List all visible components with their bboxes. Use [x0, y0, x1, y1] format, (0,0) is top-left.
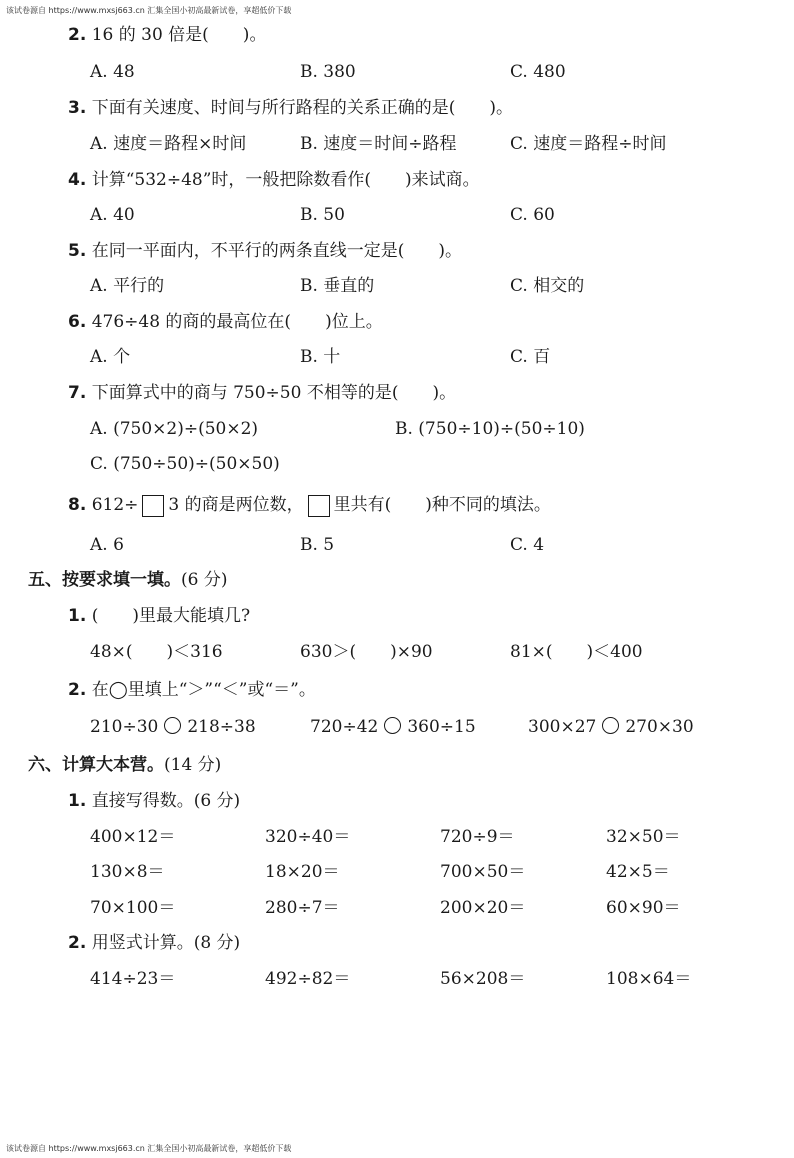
question-text: 计算“532÷48”时，一般把除数看作( )来试商。: [91, 170, 480, 190]
option-c: C. 速度＝路程÷时间: [510, 134, 667, 154]
fill-item[interactable]: 48×( )＜316: [90, 642, 223, 662]
option-b: B. 380: [300, 62, 356, 82]
compare-right: 270×30: [625, 717, 694, 737]
option-a: A. (750×2)÷(50×2): [90, 419, 259, 439]
option-b: B. 速度＝时间÷路程: [300, 134, 457, 154]
option-b: B. (750÷10)÷(50÷10): [395, 419, 585, 439]
question-text: 下面有关速度、时间与所行路程的关系正确的是( )。: [91, 98, 513, 118]
option-c: C. 4: [510, 535, 545, 555]
compare-right: 218÷38: [187, 717, 256, 737]
top-watermark: 该试卷源自 https://www.mxsj663.cn 汇集全国小初高最新试卷，享超低价下载: [6, 6, 292, 15]
option-c: C. 480: [510, 62, 566, 82]
section-score: (14 分): [164, 755, 222, 775]
option-b: B. 十: [300, 347, 341, 367]
option-c: C. 相交的: [510, 276, 585, 296]
question-5: [68, 240, 462, 262]
option-a: A. 平行的: [90, 276, 165, 296]
calc-item[interactable]: 130×8＝: [90, 862, 165, 882]
question-number: 7.: [68, 383, 87, 403]
calc-item[interactable]: 32×50＝: [606, 827, 681, 847]
question-text: 下面算式中的商与 750÷50 不相等的是( )。: [91, 383, 457, 403]
question-text: 在◯里填上“＞”“＜”或“＝”。: [91, 680, 316, 700]
question-text: 在同一平面内，不平行的两条直线一定是( )。: [91, 241, 462, 261]
blank-box[interactable]: [142, 495, 164, 517]
calc-item[interactable]: 60×90＝: [606, 898, 681, 918]
compare-item: [90, 716, 256, 738]
question-number: 2.: [68, 25, 87, 45]
question-text: ( )里最大能填几?: [91, 606, 251, 626]
option-c: C. 百: [510, 347, 551, 367]
compare-left: 720÷42: [310, 717, 379, 737]
section-score: (6 分): [181, 570, 228, 590]
section-title: 五、按要求填一填。: [28, 570, 181, 590]
section-6-heading: [28, 754, 221, 776]
compare-circle[interactable]: [384, 717, 401, 734]
question-7: [68, 382, 456, 404]
question-number: 5.: [68, 241, 87, 261]
question-text: 16 的 30 倍是( )。: [91, 25, 267, 45]
question-number: 3.: [68, 98, 87, 118]
question-text-mid: 3 的商是两位数，: [168, 495, 304, 515]
compare-left: 300×27: [528, 717, 597, 737]
question-text: 直接写得数。(6 分): [91, 791, 241, 811]
question-6: [68, 311, 383, 333]
question-number: 2.: [68, 680, 87, 700]
option-a: A. 个: [90, 347, 131, 367]
option-b: B. 5: [300, 535, 335, 555]
fill-item[interactable]: 630＞( )×90: [300, 642, 433, 662]
question-text: 476÷48 的商的最高位在( )位上。: [91, 312, 383, 332]
section-5-heading: [28, 569, 227, 591]
question-text: 用竖式计算。(8 分): [91, 933, 241, 953]
calc-item[interactable]: 700×50＝: [440, 862, 526, 882]
calc-item[interactable]: 400×12＝: [90, 827, 176, 847]
option-b: B. 垂直的: [300, 276, 375, 296]
option-a: A. 速度＝路程×时间: [90, 134, 247, 154]
compare-circle[interactable]: [164, 717, 181, 734]
option-b: B. 50: [300, 205, 345, 225]
calc-item[interactable]: 720÷9＝: [440, 827, 515, 847]
option-a: A. 40: [90, 205, 135, 225]
question-2: [68, 24, 266, 46]
vertical-calc-item[interactable]: 492÷82＝: [265, 969, 351, 989]
calc-item[interactable]: 42×5＝: [606, 862, 670, 882]
fill-item[interactable]: 81×( )＜400: [510, 642, 643, 662]
section-5-question-1: [68, 605, 250, 627]
calc-item[interactable]: 280÷7＝: [265, 898, 340, 918]
calc-item[interactable]: 320÷40＝: [265, 827, 351, 847]
section-6-question-2: [68, 932, 240, 954]
question-3: [68, 97, 513, 119]
vertical-calc-item[interactable]: 108×64＝: [606, 969, 692, 989]
question-number: 1.: [68, 791, 87, 811]
blank-box[interactable]: [308, 495, 330, 517]
question-text-after: 里共有( )种不同的填法。: [333, 495, 551, 515]
calc-item[interactable]: 18×20＝: [265, 862, 340, 882]
option-a: A. 48: [90, 62, 135, 82]
question-number: 8.: [68, 495, 87, 515]
question-number: 1.: [68, 606, 87, 626]
question-4: [68, 169, 480, 191]
question-number: 4.: [68, 170, 87, 190]
section-5-question-2: [68, 679, 316, 701]
question-number: 2.: [68, 933, 87, 953]
calc-item[interactable]: 70×100＝: [90, 898, 176, 918]
question-8: [68, 494, 551, 517]
compare-circle[interactable]: [602, 717, 619, 734]
bottom-watermark: 该试卷源自 https://www.mxsj663.cn 汇集全国小初高最新试卷，享超低价下载: [6, 1144, 292, 1153]
calc-item[interactable]: 200×20＝: [440, 898, 526, 918]
section-title: 六、计算大本营。: [28, 755, 164, 775]
section-6-question-1: [68, 790, 240, 812]
compare-right: 360÷15: [407, 717, 476, 737]
vertical-calc-item[interactable]: 414÷23＝: [90, 969, 176, 989]
option-c: C. 60: [510, 205, 555, 225]
compare-item: [528, 716, 694, 738]
vertical-calc-item[interactable]: 56×208＝: [440, 969, 526, 989]
question-number: 6.: [68, 312, 87, 332]
compare-left: 210÷30: [90, 717, 159, 737]
option-c: C. (750÷50)÷(50×50): [90, 454, 280, 474]
question-text-before: 612÷: [91, 495, 139, 515]
option-a: A. 6: [90, 535, 124, 555]
compare-item: [310, 716, 476, 738]
